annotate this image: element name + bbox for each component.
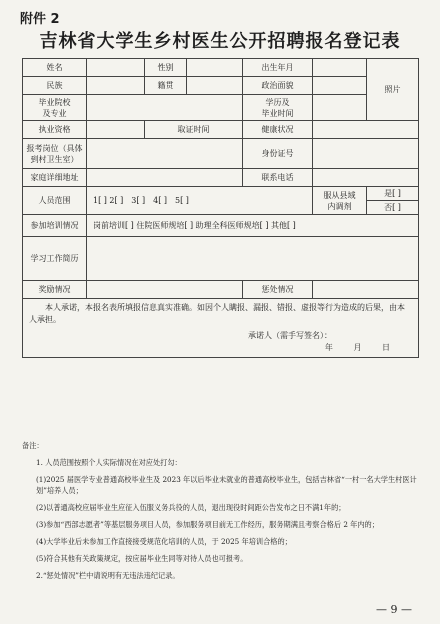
label-gender: 性别	[145, 59, 187, 77]
field-address[interactable]	[87, 169, 243, 187]
note-item: 1. 人员范围按照个人实际情况在对应处打勾：	[36, 458, 182, 467]
label-name: 姓名	[23, 59, 87, 77]
label-political-status: 政治面貌	[243, 77, 313, 95]
label-native-place: 籍贯	[145, 77, 187, 95]
field-id-no[interactable]	[313, 139, 419, 169]
label-license-time: 取证时间	[145, 121, 243, 139]
label-resume: 学习工作简历	[23, 237, 87, 281]
label-awards: 奖励情况	[23, 281, 87, 299]
promise-text: 本人承诺，本报名表所填报信息真实准确。如因个人瞒报、漏报、错报、虚报等行为造成的后果，由本人承担。	[29, 303, 405, 324]
label-post: 报考岗位（具体 到村卫生室）	[23, 139, 87, 169]
label-training: 参加培训情况	[23, 215, 87, 237]
scope-options[interactable]: 1[ ] 2[ ] 3[ ] 4[ ] 5[ ]	[87, 187, 313, 215]
notes-heading: 备注：	[22, 441, 44, 450]
field-phone[interactable]	[313, 169, 419, 187]
promise-cell	[23, 299, 419, 358]
label-health: 健康状况	[243, 121, 313, 139]
field-political-status[interactable]	[313, 77, 367, 95]
note-item: (5)符合其他有关政策规定，按应届毕业生同等对待人员也可报考。	[36, 554, 248, 563]
promise-date[interactable]: 年 月 日	[324, 343, 390, 352]
notes-section	[22, 440, 422, 587]
field-birth[interactable]	[313, 59, 367, 77]
note-item: (1)2025 届医学专业普通高校毕业生及 2023 年以后毕业未就业的普通高校毕业生，包括吉林省“一村一名大学生村医计划”培养人员；	[36, 475, 417, 495]
page-title: 吉林省大学生乡村医生公开招聘报名登记表	[39, 31, 401, 52]
adjust-yes[interactable]: 是[ ]	[367, 187, 419, 201]
photo-box[interactable]: 照片	[367, 59, 419, 121]
label-birth: 出生年月	[243, 59, 313, 77]
promiser-signature[interactable]: 承诺人（需手写签名）：	[248, 331, 332, 340]
training-options[interactable]: 岗前培训[ ] 住院医师规培[ ] 助理全科医师规培[ ] 其他[ ]	[87, 215, 419, 237]
field-native-place[interactable]	[187, 77, 243, 95]
field-education[interactable]	[313, 95, 367, 121]
label-school: 毕业院校 及专业	[23, 95, 87, 121]
label-license: 执业资格	[23, 121, 87, 139]
field-ethnicity[interactable]	[87, 77, 145, 95]
label-adjust: 服从县域 内调剂	[313, 187, 367, 215]
attachment-label: 附件 2	[20, 12, 60, 27]
field-license[interactable]	[87, 121, 145, 139]
field-awards[interactable]	[87, 281, 243, 299]
page-number: — 9 —	[376, 603, 412, 616]
field-school[interactable]	[87, 95, 243, 121]
field-resume[interactable]	[87, 237, 419, 281]
note-item: (2)以普通高校应届毕业生应征入伍服义务兵役的人员，退出现役时间距公告发布之日不满1年的；	[36, 503, 346, 512]
label-education: 学历及 毕业时间	[243, 95, 313, 121]
note-item: (4)大学毕业后未参加工作直接接受规范化培训的人员，于 2025 年培训合格的；	[36, 537, 292, 546]
registration-form	[22, 58, 419, 358]
adjust-no[interactable]: 否[ ]	[367, 201, 419, 215]
field-health[interactable]	[313, 121, 419, 139]
field-gender[interactable]	[187, 59, 243, 77]
note-item: 2.“惩处情况”栏中请说明有无违法违纪记录。	[36, 571, 180, 580]
field-name[interactable]	[87, 59, 145, 77]
label-id-no: 身份证号	[243, 139, 313, 169]
note-item: (3)参加“西部志愿者”等基层服务项目人员，参加服务项目前无工作经历，服务期满且考察合格后 2 年内的；	[36, 520, 379, 529]
label-address: 家庭详细地址	[23, 169, 87, 187]
label-phone: 联系电话	[243, 169, 313, 187]
field-post[interactable]	[87, 139, 243, 169]
label-ethnicity: 民族	[23, 77, 87, 95]
field-punish[interactable]	[313, 281, 419, 299]
label-scope: 人员范围	[23, 187, 87, 215]
label-punish: 惩处情况	[243, 281, 313, 299]
